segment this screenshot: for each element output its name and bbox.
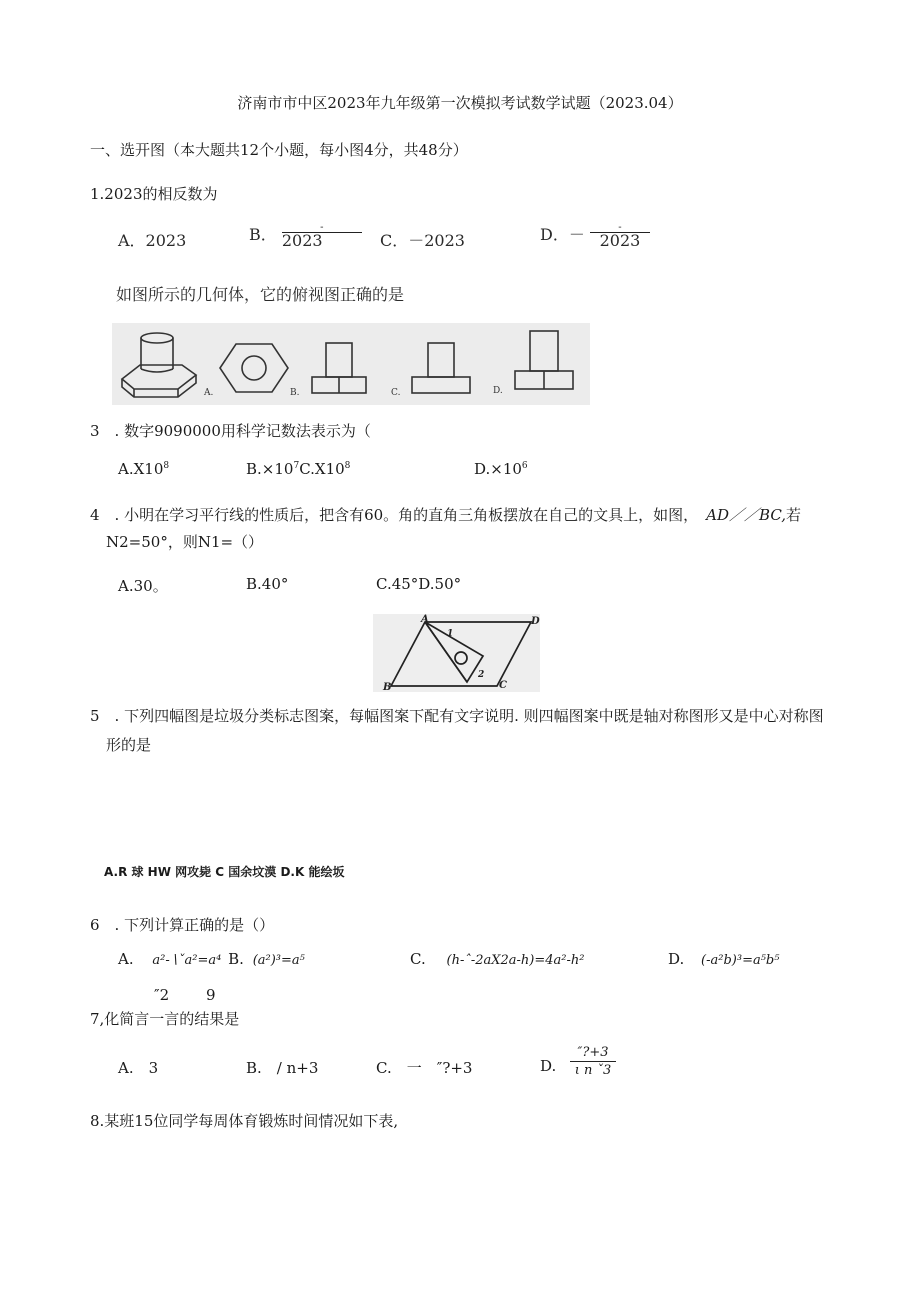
q6-a-label: A. xyxy=(118,950,134,968)
section-heading: 一、选开图（本大题共12个小题，每小图4分，共48分） xyxy=(90,141,468,159)
q7-option-b: B. / n+3 xyxy=(246,1059,319,1077)
q4-fig-label-b: B xyxy=(383,682,392,692)
q2-solid-drawing xyxy=(122,333,196,397)
q6-a-expr: a²-∖ˇa²=a⁴ xyxy=(152,953,222,968)
q3-c-exp: 8 xyxy=(344,461,351,471)
q2-figure xyxy=(112,323,590,405)
question-4-stem-line2: N2=50°，则N1=（） xyxy=(106,533,264,551)
question-4-stem xyxy=(90,504,801,525)
q1-option-c: C．－2023 xyxy=(380,231,465,250)
q6-d-label: D. xyxy=(668,950,685,968)
question-1-stem: 1.2023的相反数为 xyxy=(90,185,218,203)
q3-b-exp: 7 xyxy=(293,461,300,471)
q2-figure-svg xyxy=(112,323,590,405)
q1-d-numerator: - xyxy=(590,223,650,233)
q2-option-d-drawing xyxy=(515,331,573,389)
question-8-stem: 8.某班15位同学每周体育锻炼时间情况如下表, xyxy=(90,1112,399,1130)
q3-a-exp: 8 xyxy=(163,461,170,471)
q4-stem-end: 若 xyxy=(786,506,802,524)
q1-option-d-label: D．－ xyxy=(540,225,585,244)
q7-option-d-fraction xyxy=(570,1044,616,1080)
q1-option-d xyxy=(540,222,650,249)
page-title: 济南市市中区2023年九年级第一次模拟考试数学试题（2023.04） xyxy=(237,94,683,112)
q4-option-b: B.40° xyxy=(246,575,289,593)
q1-option-b xyxy=(249,222,362,249)
q4-fig-label-a: A xyxy=(421,614,429,625)
q6-b-expr: (a²)³=a⁵ xyxy=(252,953,305,968)
q4-fig-label-c: C xyxy=(499,680,507,691)
q4-stem-text: 4 . 小明在学习平行线的性质后，把含有60。角的直角三角板摆放在自己的文具上，如图， xyxy=(90,506,699,524)
q6-c-label: C. xyxy=(410,950,426,968)
q7-option-a: A. 3 xyxy=(118,1059,159,1077)
q2-label-c: C. xyxy=(391,388,401,398)
q6-d-expr: (-a²b)³=a⁵b⁵ xyxy=(701,953,780,968)
q4-option-cd: C.45°D.50° xyxy=(376,575,462,593)
q5-options: A.R 球 HW 网攻毙 C 国余坟漠 D.K 能绘坂 xyxy=(104,865,345,879)
q2-option-b-drawing xyxy=(312,343,366,393)
q4-stem-math: AD／／BC, xyxy=(706,506,787,524)
q3-c-base: C.X10 xyxy=(299,460,345,478)
q2-label-d: D. xyxy=(493,386,503,396)
q4-fig-label-1: 1 xyxy=(447,629,454,639)
question-5-stem-line2: 形的是 xyxy=(106,736,152,754)
q4-figure-svg xyxy=(373,614,540,692)
q4-option-a: A.30。 xyxy=(118,577,168,595)
q2-label-b: B. xyxy=(290,388,300,398)
q3-option-bc xyxy=(246,460,350,478)
question-7-stem: 7,化简言一言的结果是 xyxy=(90,1010,240,1028)
q7-fraction-top-2: 9 xyxy=(206,986,216,1004)
q3-d-base: D.×10 xyxy=(474,460,522,478)
q6-option-c xyxy=(410,950,584,968)
q6-option-a xyxy=(118,950,305,968)
q3-a-base: A.X10 xyxy=(118,460,164,478)
question-6-stem: 6 . 下列计算正确的是（） xyxy=(90,916,275,934)
q7-d-denominator: ι n ˇ3 xyxy=(574,1063,612,1078)
q4-figure xyxy=(373,614,540,692)
q2-option-c-drawing xyxy=(412,343,470,393)
q7-fraction-top-1: ″2 xyxy=(154,986,170,1004)
q6-option-d xyxy=(668,950,779,968)
q7-option-d-label: D. xyxy=(540,1057,557,1075)
q3-b-base: B.×10 xyxy=(246,460,294,478)
q4-fig-label-2: 2 xyxy=(478,670,485,680)
q7-d-numerator: ″?+3 xyxy=(570,1044,616,1062)
q6-b-label: B. xyxy=(228,950,244,968)
q6-c-expr: (h-ˆ-2aX2a-h)=4a²-h² xyxy=(446,953,585,968)
q7-option-c: C. 一 ″?+3 xyxy=(376,1059,473,1077)
question-5-stem: 5 . 下列四幅图是垃圾分类标志图案，每幅图案下配有文字说明. 则四幅图案中既是轴对称图形又是中心对称图 xyxy=(90,707,824,725)
q2-option-a-drawing xyxy=(220,344,288,392)
q1-b-numerator: - xyxy=(282,223,362,233)
q3-d-exp: 6 xyxy=(521,461,528,471)
q4-fig-label-d: D xyxy=(531,616,540,627)
question-2-stem: 如图所示的几何体，它的俯视图正确的是 xyxy=(116,285,405,304)
q3-option-a xyxy=(118,460,169,478)
q1-b-denominator: 2023 xyxy=(281,230,323,250)
q2-label-a: A. xyxy=(204,388,214,398)
q1-d-denominator: 2023 xyxy=(599,230,641,250)
question-3-stem: 3 . 数字9090000用科学记数法表示为（ xyxy=(90,422,371,440)
q3-option-d xyxy=(474,460,528,478)
q1-option-b-label: B． xyxy=(249,225,277,244)
q1-option-a: A．2023 xyxy=(118,231,187,250)
